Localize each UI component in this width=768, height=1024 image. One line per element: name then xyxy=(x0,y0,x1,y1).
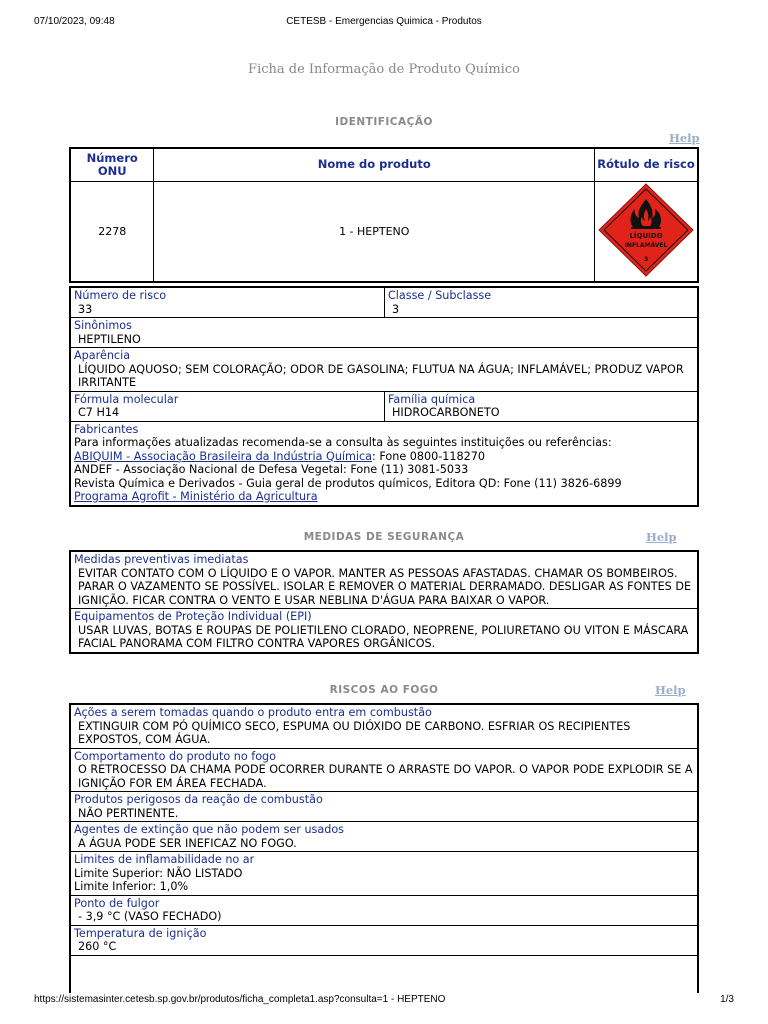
agrofit-line xyxy=(74,490,694,504)
flash-point-field xyxy=(71,896,697,926)
combustion-actions-label: Ações a serem tomadas quando o produto entra em combustão xyxy=(74,706,432,719)
flash-point-value: - 3,9 °C (VASO FECHADO) xyxy=(78,910,222,923)
fire-behavior-field xyxy=(71,749,697,793)
help-link-identificacao[interactable]: Help xyxy=(669,131,700,145)
onu-number: 2278 xyxy=(70,181,154,282)
risk-number-value: 33 xyxy=(78,302,93,316)
col-header-nome: Nome do produto xyxy=(154,148,595,181)
ignition-temp-label: Temperatura de ignição xyxy=(74,926,207,940)
hazard-label-text-1: LÍQUIDO xyxy=(629,231,663,240)
lower-limit: Limite Inferior: 1,0% xyxy=(74,880,189,893)
synonyms-field xyxy=(71,318,697,348)
class-field xyxy=(384,288,697,317)
formula-label: Fórmula molecular xyxy=(74,392,179,406)
manufacturers-intro: Para informações atualizadas recomenda-se a consulta às seguintes instituições ou referências: xyxy=(74,436,612,449)
identification-details xyxy=(69,286,699,507)
ppe-value: USAR LUVAS, BOTAS E ROUPAS DE POLIETILENO CLORADO, NEOPRENE, POLIURETANO OU VITON E MÁSCARA FACIAL PANORAMA COM FILTRO CONTRA VAPORES ORGÂNICOS. xyxy=(78,623,689,650)
safety-measures xyxy=(69,550,699,654)
flammable-liquid-diamond-icon xyxy=(597,182,695,278)
family-label: Família química xyxy=(388,392,476,406)
page-title: Ficha de Informação de Produto Químico xyxy=(248,62,520,77)
upper-limit: Limite Superior: NÃO LISTADO xyxy=(74,866,243,880)
fire-behavior-label: Comportamento do produto no fogo xyxy=(74,749,277,763)
preventive-measures-label: Medidas preventivas imediatas xyxy=(74,553,249,566)
abiquim-link[interactable]: ABIQUIM - Associação Brasileira da Indústria Química xyxy=(74,449,373,463)
print-page-number: 1/3 xyxy=(720,994,734,1005)
section-title-identificacao: IDENTIFICAÇÃO xyxy=(335,116,433,128)
abiquim-phone: : Fone 0800-118270 xyxy=(372,449,485,463)
fire-behavior-value: O RETROCESSO DA CHAMA PODE OCORRER DURANTE O ARRASTE DO VAPOR. O VAPOR PODE EXPLODIR SE A IGNIÇÃO FOR EM ÁREA FECHADA. xyxy=(78,763,693,790)
risk-number-label: Número de risco xyxy=(74,289,167,302)
formula-field xyxy=(71,392,384,421)
appearance-label: Aparência xyxy=(74,349,131,362)
forbidden-agents-value: A ÁGUA PODE SER INEFICAZ NO FOGO. xyxy=(78,836,297,850)
class-value: 3 xyxy=(392,302,400,316)
section-title-fogo: RISCOS AO FOGO xyxy=(329,684,439,696)
formula-row xyxy=(71,392,697,422)
manufacturers-field xyxy=(71,422,697,505)
synonyms-label: Sinônimos xyxy=(74,319,132,332)
help-link-fogo[interactable]: Help xyxy=(655,683,686,697)
forbidden-agents-label: Agentes de extinção que não podem ser usados xyxy=(74,823,345,836)
andef-line: ANDEF - Associação Nacional de Defesa Vegetal: Fone (11) 3081-5033 xyxy=(74,463,469,476)
risk-row xyxy=(71,288,697,318)
manufacturers-label: Fabricantes xyxy=(74,422,139,436)
revista-line: Revista Química e Derivados - Guia geral de produtos químicos, Editora QD: Fone (11) 3826-6899 xyxy=(74,476,622,490)
col-header-rotulo: Rótulo de risco xyxy=(595,148,698,181)
flash-point-label: Ponto de fulgor xyxy=(74,896,160,910)
help-link-seguranca[interactable]: Help xyxy=(646,530,677,544)
ignition-temp-field xyxy=(71,926,697,956)
combustion-actions-value: EXTINGUIR COM PÓ QUÍMICO SECO, ESPUMA OU DIÓXIDO DE CARBONO. ESFRIAR OS RECIPIENTES EXPOSTOS, COM ÁGUA. xyxy=(78,719,631,746)
flammability-limits-field xyxy=(71,852,697,896)
preventive-measures-field xyxy=(71,552,697,609)
family-field xyxy=(384,392,697,421)
ppe-field xyxy=(71,609,697,652)
print-url: https://sistemasinter.cetesb.sp.gov.br/produtos/ficha_completa1.asp?consulta=1 - HEPTENO xyxy=(34,994,446,1005)
appearance-field xyxy=(71,348,697,392)
flammability-limits-label: Limites de inflamabilidade no ar xyxy=(74,853,255,866)
forbidden-agents-field xyxy=(71,822,697,852)
hazard-label-cell xyxy=(595,181,698,282)
ignition-temp-value: 260 °C xyxy=(78,940,117,953)
appearance-value: LÍQUIDO AQUOSO; SEM COLORAÇÃO; ODOR DE GASOLINA; FLUTUA NA ÁGUA; INFLAMÁVEL; PRODUZ VAPOR IRRITANTE xyxy=(78,362,684,389)
risk-number-field xyxy=(71,288,384,317)
family-value: HIDROCARBONETO xyxy=(392,406,500,419)
abiquim-line xyxy=(74,450,694,464)
col-header-onu: Número ONU xyxy=(70,148,154,181)
agrofit-link[interactable]: Programa Agrofit - Ministério da Agricultura xyxy=(74,490,318,503)
class-label: Classe / Subclasse xyxy=(388,289,492,302)
preventive-measures-value: EVITAR CONTATO COM O LÍQUIDO E O VAPOR. MANTER AS PESSOAS AFASTADAS. CHAMAR OS BOMBEIROS. PARAR O VAZAMENTO SE POSSÍVEL. ISOLAR E REMOVER O MATERIAL DERRAMADO. DESLIGAR AS FONTES DE IGNIÇÃO. FICAR CONTRA O VENTO E USAR NEBLINA D'ÁGUA PARA BAIXAR O VAPOR. xyxy=(78,566,692,607)
synonyms-value: HEPTILENO xyxy=(78,332,141,346)
combustion-products-value: NÃO PERTINENTE. xyxy=(78,806,179,820)
hazard-label-text-2: INFLAMÁVEL xyxy=(624,241,668,249)
combustion-products-field xyxy=(71,792,697,822)
identification-table xyxy=(69,147,699,283)
product-name: 1 - HEPTENO xyxy=(154,181,595,282)
print-title: CETESB - Emergencias Quimica - Produtos xyxy=(286,16,482,27)
combustion-products-label: Produtos perigosos da reação de combustão xyxy=(74,793,323,806)
fire-risks xyxy=(69,703,699,993)
section-title-seguranca: MEDIDAS DE SEGURANÇA xyxy=(303,531,465,543)
ppe-label: Equipamentos de Proteção Individual (EPI) xyxy=(74,610,312,623)
combustion-actions-field xyxy=(71,705,697,749)
formula-value: C7 H14 xyxy=(78,406,120,419)
hazard-label-class: 3 xyxy=(643,254,649,263)
print-date: 07/10/2023, 09:48 xyxy=(34,16,115,27)
